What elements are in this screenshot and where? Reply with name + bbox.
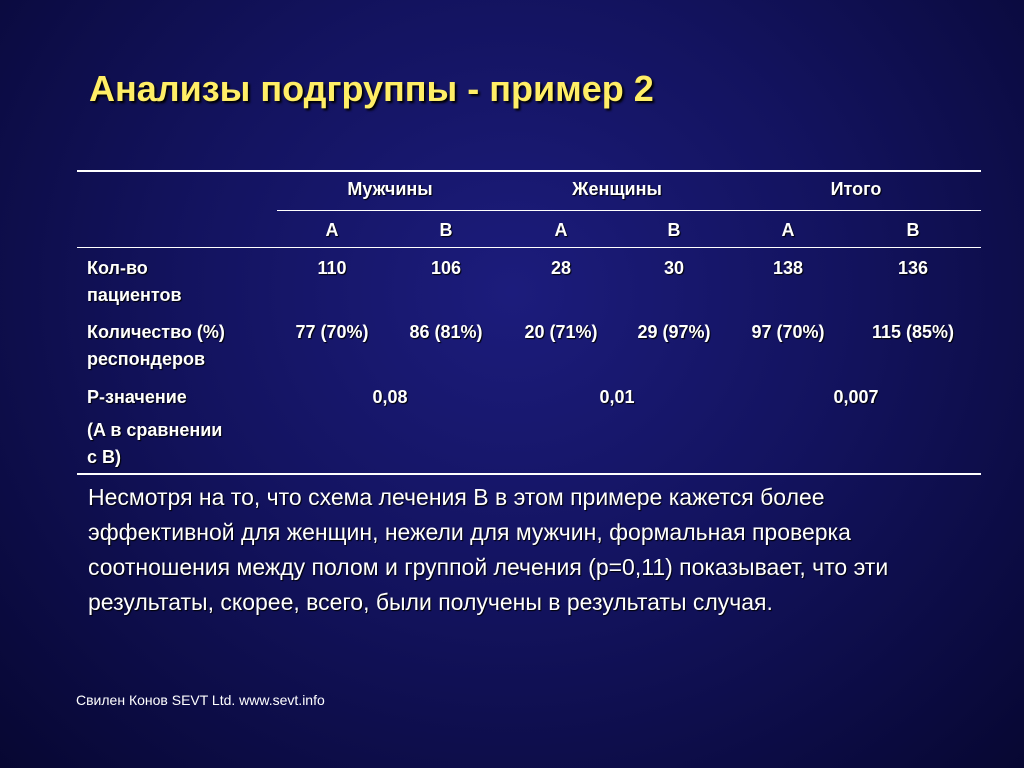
cell-patients-women-b: 30 — [663, 258, 685, 278]
subheader-total-a: A — [781, 220, 795, 240]
cell-patients-men-b: 106 — [430, 258, 462, 278]
group-header-women: Женщины — [572, 179, 662, 199]
row-label-p-value-line3: с B) — [87, 447, 122, 467]
slide-title: Анализы подгруппы - пример 2 — [89, 68, 654, 109]
cell-patients-men-a: 110 — [317, 258, 347, 278]
subheader-women-a: A — [554, 220, 568, 240]
cell-patients-total-a: 138 — [772, 258, 804, 278]
row-label-responders-line2: респондеров — [87, 349, 206, 369]
cell-p-value-men: 0,08 — [372, 387, 408, 407]
subheader-total-b: B — [906, 220, 920, 240]
cell-responders-men-b: 86 (81%) — [409, 322, 483, 342]
table-bottom-rule — [77, 473, 981, 475]
cell-p-value-women: 0,01 — [599, 387, 635, 407]
cell-responders-total-b: 115 (85%) — [871, 322, 955, 342]
cell-responders-women-a: 20 (71%) — [524, 322, 598, 342]
row-label-patients: Кол-во — [87, 258, 148, 278]
cell-p-value-total: 0,007 — [833, 387, 879, 407]
subheader-men-a: A — [325, 220, 339, 240]
row-label-p-value-line2: (A в сравнении — [87, 420, 223, 440]
subgroup-table — [77, 170, 981, 476]
subheader-men-b: B — [439, 220, 453, 240]
group-header-total: Итого — [830, 179, 882, 199]
group-header-men: Мужчины — [347, 179, 433, 199]
cell-responders-men-a: 77 (70%) — [295, 322, 369, 342]
subheader-women-b: B — [667, 220, 681, 240]
table-top-rule — [77, 170, 981, 172]
group-header-rule — [277, 210, 981, 211]
row-label-p-value: P-значение — [87, 387, 187, 407]
footer-credit: Свилен Конов SEVT Ltd. www.sevt.info — [76, 692, 325, 708]
cell-patients-total-b: 136 — [897, 258, 929, 278]
cell-responders-women-b: 29 (97%) — [637, 322, 711, 342]
subheader-rule — [77, 247, 981, 248]
cell-patients-women-a: 28 — [550, 258, 572, 278]
cell-responders-total-a: 97 (70%) — [751, 322, 825, 342]
row-label-patients-line2: пациентов — [87, 285, 182, 305]
row-label-responders: Количество (%) — [87, 322, 225, 342]
explanation-text: Несмотря на то, что схема лечения В в этом примере кажется более эффективной для женщин, нежели для мужчин, формальная проверка соотношения между полом и группой лечения (p=0,11) показывает, что эти результаты, скорее, всего, были получены в результаты случая. — [88, 484, 889, 615]
